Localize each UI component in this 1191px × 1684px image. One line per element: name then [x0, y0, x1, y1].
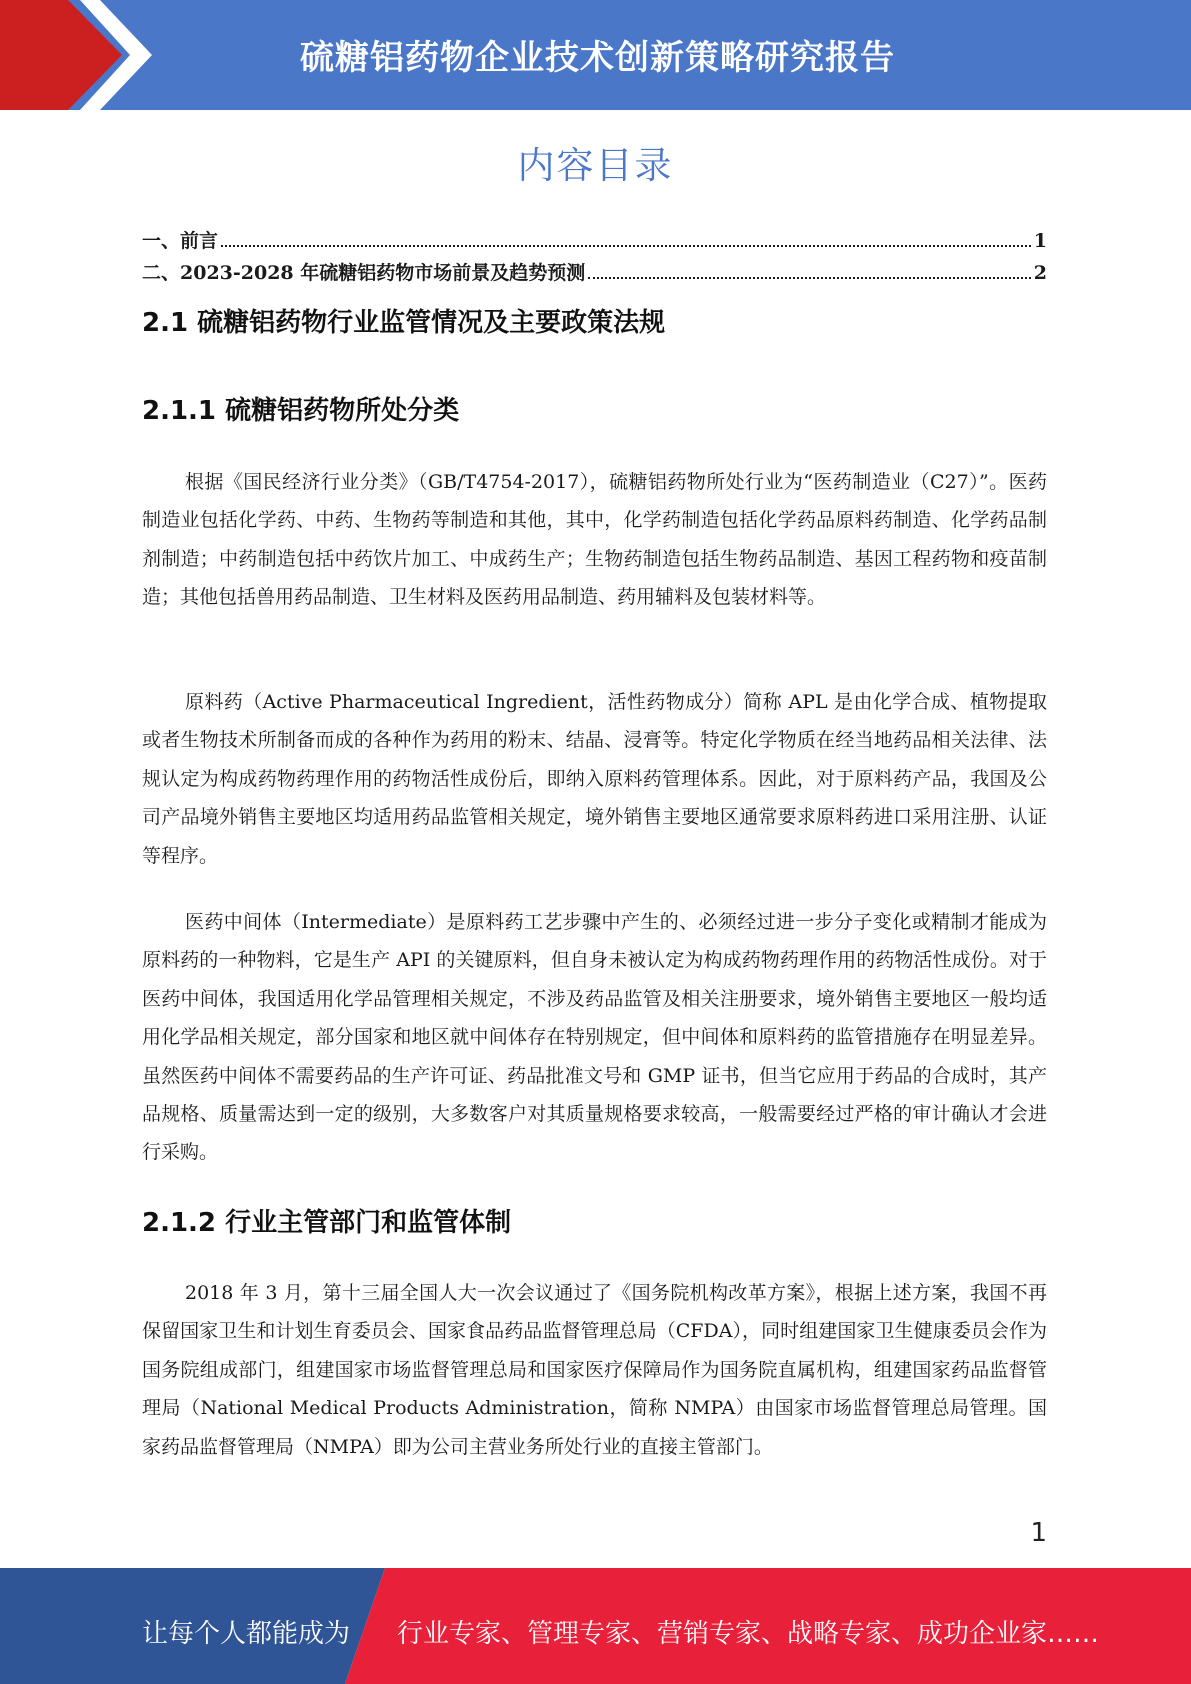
toc-dot-leader: [588, 277, 1031, 279]
toc-item-page: 2: [1033, 262, 1047, 284]
toc-item-text: 一、前言: [142, 230, 219, 252]
footer-slogan-left: 让每个人都能成为: [142, 1619, 351, 1649]
header-bar: [0, 0, 1191, 110]
section-heading-2-1-2: 2.1.2 行业主管部门和监管体制: [142, 1208, 512, 1238]
toc-title: 内容目录: [517, 144, 674, 187]
toc-item-page: 1: [1033, 230, 1047, 252]
paragraph: 原料药（Active Pharmaceutical Ingredient，活性药物成分）简称 APL 是由化学合成、植物提取或者生物技术所制备而成的各种作为药用的粉末、结晶、浸膏等。特定化学物质在经当地药品相关法律、法规认定为构成药物药理作用的药物活性成份后，即纳入原料药管理体系。因此，对于原料药产品，我国及公司产品境外销售主要地区均适用药品监管相关规定，境外销售主要地区通常要求原料药进口采用注册、认证等程序。: [142, 691, 1047, 867]
paragraph: 2018 年 3 月，第十三届全国人大一次会议通过了《国务院机构改革方案》，根据上述方案，我国不再保留国家卫生和计划生育委员会、国家食品药品监督管理总局（CFDA），同时组建国家卫生健康委员会作为国务院组成部门，组建国家市场监督管理总局和国家医疗保障局作为国务院直属机构，组建国家药品监督管理局（National Medical Products Administration，简称 NMPA）由国家市场监督管理总局管理。国家药品监督管理局（NMPA）即为公司主营业务所处行业的直接主管部门。: [142, 1282, 1047, 1458]
paragraph: 医药中间体（Intermediate）是原料药工艺步骤中产生的、必须经过进一步分子变化或精制才能成为原料药的一种物料，它是生产 API 的关键原料，但自身未被认定为构成药物药理作用的药物活性成份。对于医药中间体，我国适用化学品管理相关规定，不涉及药品监管及相关注册要求，境外销售主要地区一般均适用化学品相关规定，部分国家和地区就中间体存在特别规定，但中间体和原料药的监管措施存在明显差异。虽然医药中间体不需要药品的生产许可证、药品批准文号和 GMP 证书，但当它应用于药品的合成时，其产品规格、质量需达到一定的级别，大多数客户对其质量规格要求较高，一般需要经过严格的审计确认才会进行采购。: [142, 911, 1047, 1164]
page-number: 1: [1030, 1518, 1047, 1548]
footer-slogan-right: 行业专家、管理专家、营销专家、战略专家、成功企业家……: [397, 1619, 1100, 1649]
section-heading-2-1-1: 2.1.1 硫糖铝药物所处分类: [142, 396, 460, 426]
footer-banner: [0, 1568, 1191, 1684]
header-arrow-graphic: [0, 0, 160, 110]
toc-item[interactable]: [142, 226, 1047, 258]
section-heading-2-1: 2.1 硫糖铝药物行业监管情况及主要政策法规: [142, 308, 666, 338]
paragraph: 根据《国民经济行业分类》（GB/T4754-2017），硫糖铝药物所处行业为“医药制造业（C27）”。医药制造业包括化学药、中药、生物药等制造和其他，其中，化学药制造包括化学药品原料药制造、化学药品制剂制造；中药制造包括中药饮片加工、中成药生产；生物药制造包括生物药品制造、基因工程药物和疫苗制造；其他包括兽用药品制造、卫生材料及医药用品制造、药用辅料及包装材料等。: [142, 471, 1047, 609]
toc-dot-leader: [221, 245, 1031, 247]
toc-item[interactable]: [142, 258, 1047, 290]
report-title: 硫糖铝药物企业技术创新策略研究报告: [300, 38, 895, 78]
toc-item-text: 二、2023-2028 年硫糖铝药物市场前景及趋势预测: [142, 262, 586, 284]
toc-list: [142, 226, 1047, 290]
